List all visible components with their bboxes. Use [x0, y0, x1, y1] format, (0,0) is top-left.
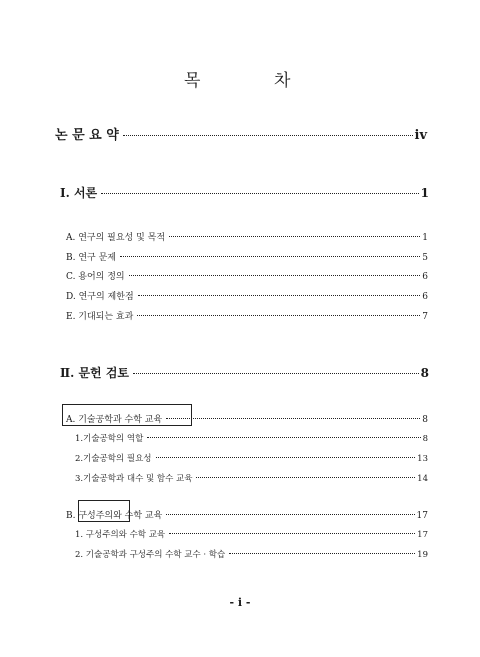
toc-entry-label: 1.기술공학의 역할	[75, 434, 144, 444]
toc-entry-page: 6	[422, 292, 428, 302]
toc-title-left: 목	[184, 71, 201, 91]
toc-entry-label: Ⅱ. 문헌 검토	[60, 366, 130, 380]
toc-entry-chapter1-e[interactable]	[66, 309, 428, 322]
page-number: - i -	[229, 596, 251, 609]
dot-leader	[123, 135, 413, 136]
toc-entry-page: 13	[417, 454, 428, 464]
toc-entry-label: 2. 기술공학과 구성주의 수학 교수 · 학습	[75, 550, 226, 560]
toc-entry-page: 5	[422, 253, 428, 263]
toc-entry-label: E. 기대되는 효과	[66, 312, 134, 322]
toc-entry-page: 8	[420, 366, 429, 380]
toc-entry-label: D. 연구의 제한점	[66, 292, 134, 302]
dot-leader	[133, 373, 419, 374]
toc-entry-label: Ⅰ. 서론	[60, 186, 98, 200]
toc-entry-chapter1[interactable]	[60, 184, 429, 201]
dot-leader	[120, 256, 420, 257]
toc-entry-page: 17	[417, 530, 428, 540]
toc-entry-label: A. 연구의 필요성 및 목적	[66, 233, 166, 243]
toc-entry-chapter2[interactable]	[60, 364, 429, 381]
toc-entry-chapter1-c[interactable]	[66, 269, 428, 282]
toc-entry-label: 1. 구성주의와 수학 교육	[75, 530, 166, 540]
dot-leader	[129, 275, 421, 276]
toc-title-right: 차	[274, 71, 291, 91]
dot-leader	[137, 315, 420, 316]
dot-leader	[166, 418, 420, 419]
toc-entry-page: iv	[414, 128, 427, 143]
toc-entry-chapter1-a[interactable]	[66, 230, 428, 243]
dot-leader	[138, 295, 421, 296]
dot-leader	[156, 457, 416, 458]
dot-leader	[229, 553, 415, 554]
dot-leader	[147, 437, 420, 438]
dot-leader	[196, 477, 415, 478]
toc-entry-page: 8	[422, 434, 428, 444]
toc-entry-page: 7	[422, 312, 428, 322]
toc-entry-chapter2-a-2[interactable]	[75, 452, 428, 464]
toc-title	[0, 66, 480, 90]
toc-entry-page: 1	[420, 186, 429, 200]
toc-entry-label: B. 연구 문제	[66, 253, 116, 263]
toc-entry-chapter1-d[interactable]	[66, 289, 428, 302]
toc-entry-chapter2-b-2[interactable]	[75, 548, 428, 560]
toc-entry-chapter2-a-1[interactable]	[75, 432, 428, 444]
toc-entry-label: C. 용어의 정의	[66, 272, 125, 282]
dot-leader	[169, 236, 420, 237]
dot-leader	[169, 533, 415, 534]
toc-entry-page: 14	[417, 474, 428, 484]
toc-entry-label: 3.기술공학과 대수 및 함수 교육	[75, 474, 193, 484]
toc-entry-label: A. 기술공학과 수학 교육	[66, 415, 163, 425]
annotation-box	[62, 404, 192, 426]
dot-leader	[166, 514, 414, 515]
toc-entry-chapter1-b[interactable]	[66, 250, 428, 263]
toc-entry-summary[interactable]	[55, 124, 427, 143]
toc-entry-chapter2-a-3[interactable]	[75, 472, 428, 484]
toc-entry-label: 논 문 요 약	[55, 128, 119, 143]
dot-leader	[101, 193, 418, 194]
toc-entry-page: 19	[417, 550, 428, 560]
toc-entry-label: 2.기술공학의 필요성	[75, 454, 152, 464]
toc-entry-page: 6	[422, 272, 428, 282]
toc-entry-page: 17	[416, 511, 428, 521]
toc-entry-page: 1	[422, 233, 428, 243]
toc-entry-label: B. 구성주의와 수학 교육	[66, 511, 163, 521]
annotation-box	[78, 500, 130, 522]
toc-entry-page: 8	[422, 415, 428, 425]
toc-entry-chapter2-b-1[interactable]	[75, 528, 428, 540]
